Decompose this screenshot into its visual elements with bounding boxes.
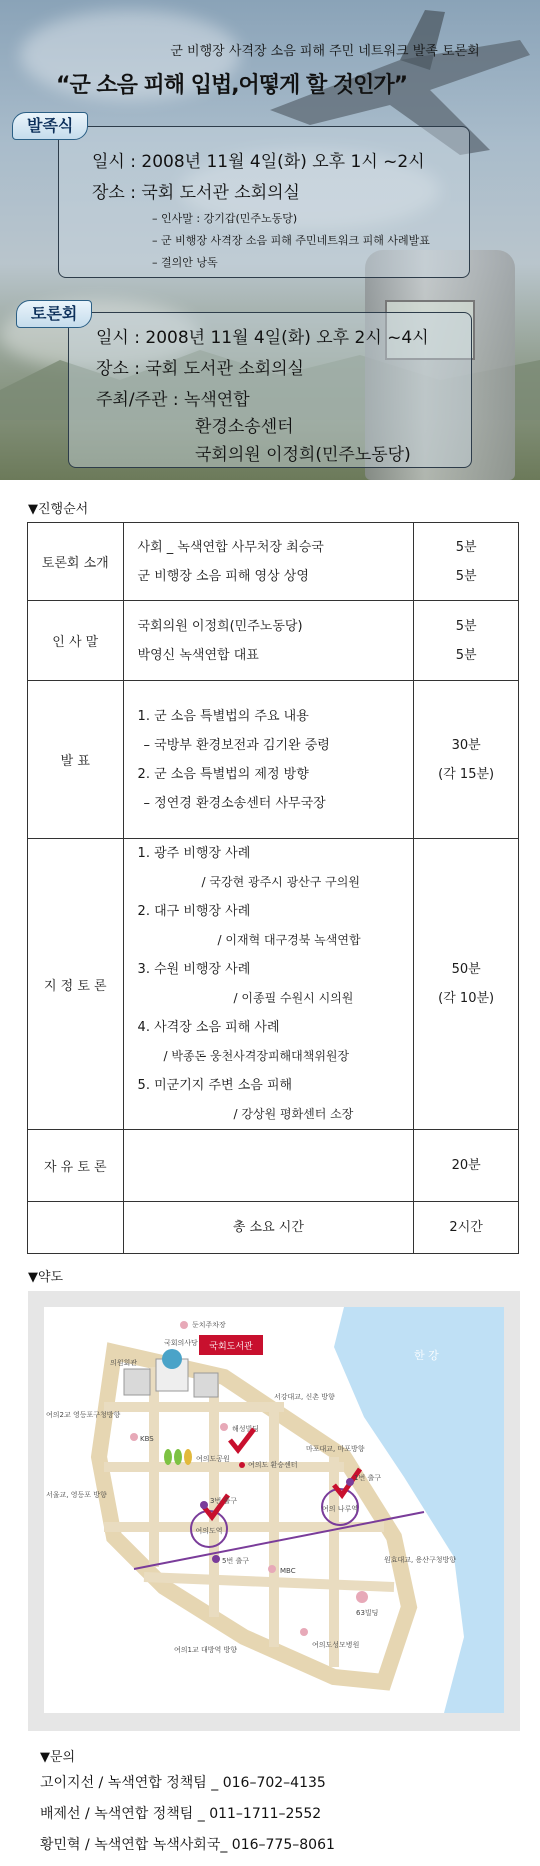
row-label: 인 사 말 bbox=[28, 601, 124, 681]
table-row bbox=[28, 839, 519, 1130]
row-line: 2. 대구 비행장 사례 bbox=[137, 904, 251, 919]
row-line: – 정연경 환경소송센터 사무국장 bbox=[143, 795, 326, 811]
table-row bbox=[28, 1202, 519, 1254]
row-time: 30분 bbox=[451, 737, 481, 753]
members-hall-label: 의원회관 bbox=[110, 1359, 138, 1367]
location-map bbox=[44, 1307, 504, 1713]
park-label: 여의도공원 bbox=[196, 1455, 230, 1463]
table-row bbox=[28, 601, 519, 681]
row-line: 1. 군 소음 특별법의 주요 내용 bbox=[137, 708, 309, 724]
launch-item: – 인사말 : 강기갑(민주노동당) bbox=[152, 212, 298, 225]
row-line: 4. 사격장 소음 피해 사례 bbox=[137, 1020, 280, 1035]
table-row bbox=[28, 1130, 519, 1202]
row-time: (각 15분) bbox=[438, 766, 495, 782]
mapo-label: 마포대교, 마포방향 bbox=[306, 1445, 365, 1453]
hospital-label: 여의도성모병원 bbox=[312, 1641, 360, 1649]
daebang-label: 여의1교 대방역 방향 bbox=[174, 1646, 237, 1654]
launch-item: – 결의안 낭독 bbox=[152, 256, 218, 269]
haengsin-label: 해성빌딩 bbox=[232, 1425, 260, 1433]
row-line: / 이재혁 대구경북 녹색연합 bbox=[217, 933, 361, 947]
total-time: 2시간 bbox=[449, 1220, 483, 1235]
row-time: 5분 bbox=[455, 539, 477, 555]
han-river bbox=[334, 1307, 504, 1713]
row-label: 발 표 bbox=[28, 681, 124, 839]
street-grid bbox=[104, 1367, 394, 1667]
forum-host: 주최/주관 : 녹색연합 bbox=[96, 390, 250, 410]
row-line: 사회 _ 녹색연합 사무처장 최승국 bbox=[137, 539, 324, 555]
forum-date: 일시 : 2008년 11월 4일(화) 오후 2시 ~4시 bbox=[96, 328, 429, 348]
park-trees bbox=[164, 1449, 192, 1465]
river-label: 한 강 bbox=[414, 1349, 439, 1362]
library-label: 국회도서관 bbox=[209, 1342, 253, 1352]
forum-host: 국회의원 이정희(민주노동당) bbox=[195, 445, 411, 465]
row-time: 5분 bbox=[455, 647, 477, 663]
launch-tag: 발족식 bbox=[12, 112, 88, 140]
row-line: / 이종필 수원시 시의원 bbox=[233, 991, 354, 1005]
row-time: 5분 bbox=[455, 618, 477, 634]
row-line: 박영신 녹색연합 대표 bbox=[137, 647, 259, 663]
parking-label: 둔치주차장 bbox=[192, 1321, 226, 1329]
exit3-label: 3번 출구 bbox=[210, 1497, 237, 1505]
table-row bbox=[28, 681, 519, 839]
contact-line: 황민혁 / 녹색연합 녹색사회국_ 016–775–8061 bbox=[40, 1837, 335, 1853]
contact-line: 고이지선 / 녹색연합 정책팀 _ 016–702–4135 bbox=[40, 1775, 326, 1791]
mbc-label: MBC bbox=[280, 1567, 296, 1575]
row-line: 군 비행장 소음 피해 영상 상영 bbox=[137, 568, 309, 584]
forum-tag: 토론회 bbox=[16, 300, 92, 328]
row-line: 2. 군 소음 특별법의 제정 방향 bbox=[137, 766, 309, 782]
forum-host: 환경소송센터 bbox=[195, 417, 294, 437]
schedule-table bbox=[27, 522, 519, 1254]
row-time: 5분 bbox=[455, 568, 477, 584]
yeouido-station-label: 여의도역 bbox=[195, 1527, 223, 1535]
seogang-label: 서강대교, 신촌 방향 bbox=[274, 1393, 335, 1401]
row-label: 자 유 토 론 bbox=[28, 1130, 124, 1202]
launch-place: 장소 : 국회 도서관 소회의실 bbox=[92, 183, 300, 203]
wonhyo-label: 원효대교, 용산구청방향 bbox=[384, 1556, 457, 1564]
contact-line: 배제선 / 녹색연합 정책팀 _ 011–1711–2552 bbox=[40, 1806, 322, 1822]
event-subtitle: 군 비행장 사격장 소음 피해 주민 네트워크 발족 토론회 bbox=[170, 44, 480, 59]
row-line: 3. 수원 비행장 사례 bbox=[137, 962, 251, 977]
map-frame bbox=[28, 1291, 520, 1731]
contact-heading: ▼문의 bbox=[40, 1750, 76, 1765]
row-line: 1. 광주 비행장 사례 bbox=[137, 846, 251, 861]
west-bridge-label: 여의2교 영등포구청방향 bbox=[46, 1411, 121, 1419]
event-title: “군 소음 피해 입법,어떻게 할 것인가” bbox=[56, 73, 408, 98]
transfer-label: 여의도 환승센터 bbox=[248, 1461, 298, 1469]
naru-station-label: 여의 나루역 bbox=[321, 1505, 359, 1513]
building63-label: 63빌딩 bbox=[356, 1609, 379, 1617]
total-label: 총 소요 시간 bbox=[232, 1220, 304, 1235]
map-heading: ▼약도 bbox=[28, 1270, 64, 1285]
exit5-label: 5번 출구 bbox=[222, 1557, 249, 1565]
table-row bbox=[28, 523, 519, 601]
row-time: (각 10분) bbox=[438, 991, 495, 1006]
exit1-label: 1번 출구 bbox=[354, 1474, 381, 1482]
row-time: 20분 bbox=[451, 1158, 481, 1173]
row-line: – 국방부 환경보전과 김기완 중령 bbox=[143, 737, 330, 753]
launch-date: 일시 : 2008년 11월 4일(화) 오후 1시 ~2시 bbox=[92, 152, 425, 172]
schedule-heading: ▼진행순서 bbox=[28, 502, 89, 517]
row-line: 국회의원 이정희(민주노동당) bbox=[137, 618, 303, 634]
map-area bbox=[44, 1307, 504, 1713]
row-line: 5. 미군기지 주변 소음 피해 bbox=[137, 1078, 293, 1093]
row-label: 토론회 소개 bbox=[28, 523, 124, 601]
row-line: / 국강현 광주시 광산구 구의원 bbox=[201, 875, 360, 889]
row-time: 50분 bbox=[451, 962, 481, 977]
forum-place: 장소 : 국회 도서관 소회의실 bbox=[96, 359, 304, 379]
assembly-hall-label: 국회의사당 bbox=[164, 1339, 198, 1347]
row-label: 지 정 토 론 bbox=[28, 839, 124, 1130]
kbs-label: KBS bbox=[140, 1435, 154, 1443]
row-line: / 박종돈 웅천사격장피해대책위원장 bbox=[163, 1049, 350, 1063]
seoul-bridge-label: 서울교, 영등포 방향 bbox=[46, 1491, 107, 1499]
launch-item: – 군 비행장 사격장 소음 피해 주민네트워크 피해 사례발표 bbox=[152, 234, 430, 247]
row-line: / 강상원 평화센터 소장 bbox=[233, 1107, 354, 1121]
